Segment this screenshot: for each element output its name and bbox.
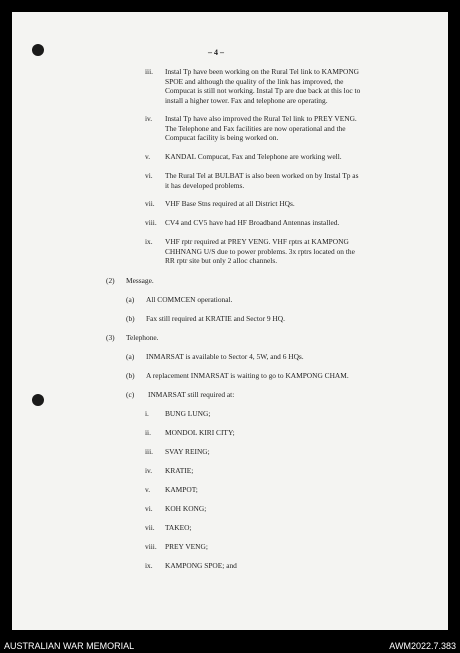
location-text: KRATIE; [165,466,194,475]
item-number: viii. [145,218,157,227]
section-number: (3) [106,333,115,342]
location-text: KOH KONG; [165,504,207,513]
location-number: vii. [145,523,155,532]
sub-item-text: Fax still required at KRATIE and Sector 9 HQ. [146,314,285,323]
footer-right: AWM2022.7.383 [389,641,456,651]
location-text: MONDOL KIRI CITY; [165,428,235,437]
sub-item-number: (a) [126,295,135,304]
location-number: ix. [145,561,153,570]
item-text-line: Instal Tp have also improved the Rural Tel link to PREY VENG. [165,114,357,123]
sub-item-text: INMARSAT is available to Sector 4, 5W, and 6 HQs. [146,352,304,361]
item-text-line: Compucat is still not working. Instal Tp are due back at this loc to [165,86,361,95]
item-text-line: install a higher tower. Fax and telephone are operating. [165,95,328,105]
location-number: iii. [145,447,154,456]
item-number: v. [145,152,151,161]
item-number: iv. [145,114,153,123]
location-text: SVAY REING; [165,447,210,456]
item-number: iii. [145,67,154,76]
item-text-line: KANDAL Compucat, Fax and Telephone are working well. [165,152,342,161]
location-number: iv. [145,466,153,475]
location-number: i. [145,409,149,418]
punch-hole [32,394,44,406]
item-number: ix. [145,237,153,246]
item-number: vi. [145,171,153,180]
item-text-line: CV4 and CV5 have had HF Broadband Antennas installed. [165,218,340,227]
section-heading: Telephone. [126,333,159,342]
punch-hole [32,44,44,56]
item-text-line: The Rural Tel at BULBAT is also been worked on by Instal Tp as [165,171,359,180]
item-text-line: SPOE and although the quality of the link has improved, the [165,76,344,86]
location-text: TAKEO; [165,523,192,532]
sub-item-number: (a) [126,352,135,361]
item-text-line: Instal Tp have been working on the Rural Tel link to KAMPONG [165,67,360,76]
section-heading: Message. [126,276,154,285]
sub-item-number: (b) [126,314,135,323]
location-text: KAMPONG SPOE; and [165,561,237,570]
location-number: v. [145,485,151,494]
item-text-line: The Telephone and Fax facilities are now operational and the [165,123,346,133]
location-text: KAMPOT; [165,485,198,494]
sub-item-text: A replacement INMARSAT is waiting to go to KAMPONG CHAM. [146,371,349,380]
item-text-line: RR rptr site but only 2 alloc channels. [165,256,278,265]
sub-item-text: INMARSAT still required at: [148,390,235,399]
document-page [12,12,448,630]
location-text: PREY VENG; [165,542,208,551]
location-text: BUNG LUNG; [165,409,211,418]
item-text-line: CHHNANG U/S due to power problems. 3x rptrs located on the [165,246,355,256]
section-number: (2) [106,276,115,285]
sub-item-number: (b) [126,371,135,380]
sub-item-number: (c) [126,390,135,399]
item-text-line: VHF rptr required at PREY VENG. VHF rptrs at KAMPONG [165,237,349,246]
location-number: ii. [145,428,151,437]
sub-item-text: All COMMCEN operational. [146,295,233,304]
item-text-line: it has developed problems. [165,180,245,190]
item-text-line: VHF Base Stns required at all District HQs. [165,199,295,208]
item-number: vii. [145,199,155,208]
location-number: vi. [145,504,153,513]
item-text-line: Compucat facility is being worked on. [165,133,279,142]
location-number: viii. [145,542,157,551]
footer-left: AUSTRALIAN WAR MEMORIAL [4,641,135,651]
page-number: – 4 – [208,48,224,57]
